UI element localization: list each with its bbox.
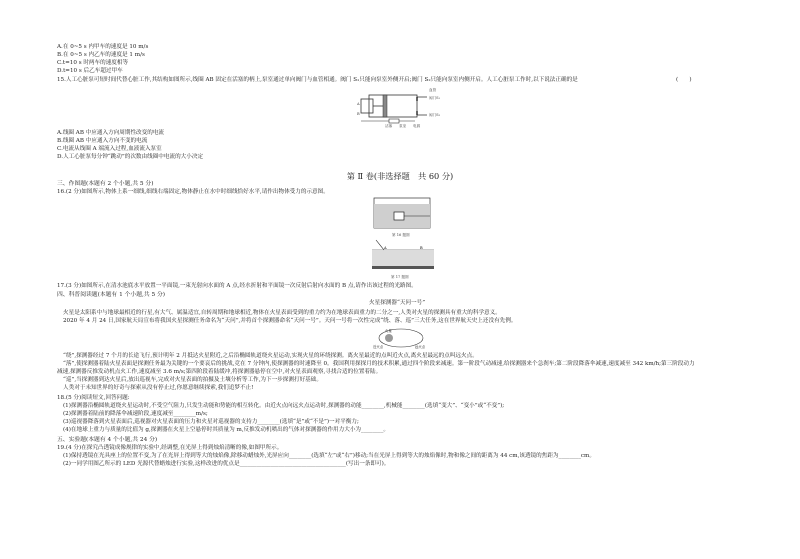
option-a-top: A.在 0~5 s 内甲车的速度是 10 m/s <box>57 44 149 50</box>
point-a-label: A <box>384 246 387 250</box>
paragraph-3: “绕”,探测器经过 7 个月的长途飞行,预计明年 2 月抵达火星附近,之后沿椭圆轨道绕火星运动,实现火星的环绕探测。离火星最近的点叫近火点,离火星最远的点叫远火点。 <box>63 353 478 359</box>
label-piston: 活塞 <box>385 124 393 128</box>
part-2-title: 第 Ⅱ 卷(非选择题 共 60 分) <box>346 171 454 181</box>
paragraph-6: “巡”,当探测器到达火星后,放出巡视车,完成对火星表面的拍摄及土壤分析等工作,为下一步探测打好基础。 <box>63 377 322 383</box>
question-19: 19.(4 分)在探究凸透镜成像规律的实验中,经调整,在光屏上得到烛焰清晰的像,如图甲所示。 <box>57 445 283 451</box>
mars-orbit-figure <box>373 326 429 350</box>
power-source <box>389 119 399 123</box>
label-b: B <box>357 112 360 116</box>
label-perigee: 近火点 <box>373 345 384 349</box>
question-17: 17.(3 分)如图所示,在清水池底水平放置一平面镜,一束光射向水面的 A 点,经水折射和平面镜一次反射后射向水面的 B 点,请作出该过程的光路图。 <box>57 283 417 289</box>
question-18-2: (2)探测器着陆前的降落伞减速阶段,速度减至________m/s; <box>63 411 208 417</box>
question-15: 15.人工心脏泵可短时间代替心脏工作,其结构如图所示,线圈 AB 固定在活塞的柄上,泵室通过单向阀门与血管相通。阀门 S₁只能向泵室外侧开启;阀门 S₂只能向泵室内侧开启。人工心脏泵工作时,以下说法正确的是 <box>57 77 578 83</box>
option-15-b: B.线圈 AB 中应通入方向不变的电流 <box>57 138 148 144</box>
label-valve-s2: 阀门S₂ <box>429 113 441 117</box>
object-block <box>394 212 404 220</box>
question-18-1: (1)探测器沿椭圆轨道绕火星运动时,不受空气阻力,只发生动能和势能的相互转化。由近火点向远火点运动时,探测器的动能________,机械能________(选填“变大”、“变小”或“不变”); <box>63 403 505 409</box>
heart-pump-figure <box>355 85 445 131</box>
option-b-top: B.在 0~5 s 内乙车的速度是 1 m/s <box>57 52 145 58</box>
section-5-heading: 五、实验题(本题有 4 个小题,共 24 分) <box>57 437 158 443</box>
section-4-heading: 四、科普阅读题(本题有 1 个小题,共 5 分) <box>57 292 166 298</box>
question-18: 18.(5 分)阅读短文,回答问题: <box>57 395 130 401</box>
figure-17-caption: 第 17 题图 <box>391 275 409 279</box>
pool-water <box>372 250 434 268</box>
label-chamber: 泵室 <box>399 124 407 128</box>
question-18-4: (4)在地球上重力与质量的比值为 g,探测器在火星上空悬停时其质量为 m,反推发动机喷出的气体对探测器的作用力大小为________。 <box>63 427 389 433</box>
label-a: A <box>357 102 360 106</box>
option-15-d: D.人工心脏泵每分钟“跳动”的次数由线圈中电流的大小决定 <box>57 154 204 160</box>
paragraph-2: 2020 年 4 月 24 日,国家航天局宣布将我国火星探测任务命名为“天问”,并将首个探测器命名“天问一号”。天问一号将一次性完成“绕、落、巡”三大任务,这在世界航天史上还没有先例。 <box>63 318 517 324</box>
question-19-2: (2)一同学用图乙所示的 LED 光源代替蜡烛进行实验,这样改进的优点是______________________________________(写出一条即可)。 <box>63 461 390 467</box>
mars-icon <box>385 334 393 342</box>
question-16: 16.(2 分)如图所示,物体上系一细线,细线右端固定,物体静止在水中时细线恰好水平,请作出物体受力的示意图。 <box>57 189 329 195</box>
option-15-a: A.线圈 AB 中应通入方向周期性改变的电流 <box>57 130 165 136</box>
point-b-label: B <box>420 246 423 250</box>
label-apogee: 远火点 <box>415 345 426 349</box>
paragraph-5: 减速,探测器反推发动机点火工作,速度减至 3.6 m/s;第四阶段着陆缓冲,将探测器悬停在空中,对火星表面观察,寻找合适的位置着陆。 <box>57 369 382 375</box>
question-18-3: (3)巡视器降落到火星表面后,巡视器对火星表面的压力和火星对巡视器的支持力________(选填“是”或“不是”)一对平衡力; <box>63 419 359 425</box>
answer-bracket: ( ) <box>676 77 692 83</box>
label-valve-s1: 阀门S₁ <box>429 96 441 100</box>
piston <box>383 95 387 117</box>
article-title: 火星探测器“天问一号” <box>369 300 426 306</box>
label-mars: 火星 <box>385 329 392 333</box>
question-19-1: (1)保持透镜在光具座上的位置不变,为了在光屏上得到等大的烛焰像,除移动蜡烛外,光屏应向________(选填“左”或“右”)移动;当在光屏上得到等大的烛焰像时,物和像之间的距离为 44 cm,该透镜的焦距为________cm。 <box>63 453 595 459</box>
vessels <box>417 97 427 115</box>
incident-ray <box>376 240 384 250</box>
option-15-c: C.电流从线圈 A 端流入过程,血液流入泵室 <box>57 146 162 152</box>
section-3-heading: 三、作图题(本题有 2 个小题,共 5 分) <box>57 181 154 187</box>
figure-16 <box>372 196 432 232</box>
plane-mirror <box>372 266 434 269</box>
figure-17 <box>370 238 436 272</box>
figure-16-caption: 第 16 题图 <box>392 233 410 237</box>
coil-housing <box>361 99 373 113</box>
option-d-top: D.t=10 s 后乙车超过甲车 <box>57 68 123 74</box>
label-power: 电源 <box>413 124 421 128</box>
paragraph-7: 人类对于未知世界的好奇与探索从没有停止过,你愿意继续探索,我们追梦不止! <box>63 385 254 391</box>
paragraph-4: “落”,使探测器着陆火星表面是探测任务最为关键的一个要哀后的挑战,竞在 7 分钟内,使探测器的时速降至 0。我国利用探探月的技术积累,通过四个阶段来减速。第一阶段气动减速,给探测器来个急刹车;第二阶段降落伞减速,速度减至 342 km/h;第三阶段动力 <box>63 361 695 367</box>
option-c-top: C.t=10 s 时两车的速度相等 <box>57 60 129 66</box>
label-vessel: 血管 <box>429 88 437 92</box>
paragraph-1: 火星是太阳系中与地球最相近的行星,有大气、属温适宜,自转周期和地球相近,物体在火星表面受到的重力约为在地球表面重力的二分之一,人类对火星的探测具有重大的科学意义。 <box>63 310 501 316</box>
